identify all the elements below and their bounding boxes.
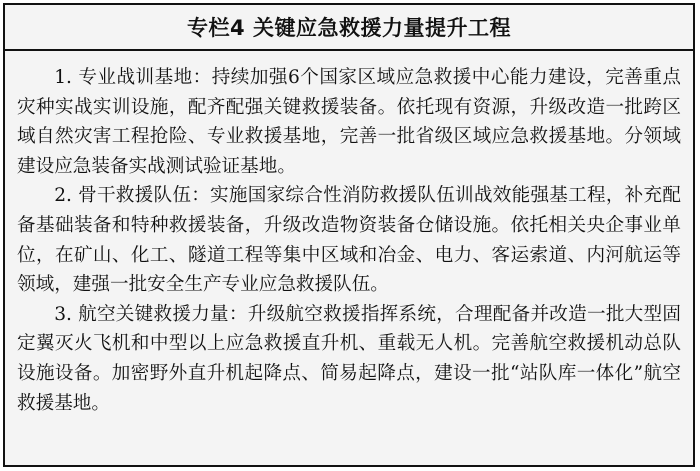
item-heading: 专业战训基地： <box>78 67 212 88</box>
box-title: 专栏4 关键应急救援力量提升工程 <box>5 5 693 51</box>
item-heading: 航空关键救援力量： <box>78 303 248 325</box>
list-item <box>17 63 681 181</box>
list-item <box>17 181 681 299</box>
item-number: 1. <box>54 67 72 88</box>
item-number: 3. <box>54 303 72 325</box>
box-body <box>5 51 693 418</box>
item-number: 2. <box>54 185 72 207</box>
feature-box <box>3 3 695 467</box>
item-text: 持续加强6个国家区域应急救援中心能力建设，完善重点灾种实战实训设施，配齐配强关键救援装备。依托现有资源，升级改造一批跨区域自然灾害工程抢险、专业救援基地，完善一批省级区域应急救援基地。分领域建设应急装备实战测试验证基地。 <box>17 67 681 177</box>
item-heading: 骨干救援队伍： <box>78 185 211 207</box>
item-text: 升级航空救援指挥系统，合理配备并改造一批大型固定翼灭火飞机和中型以上应急救援直升机、重载无人机。完善航空救援机动总队设施设备。加密野外直升机起降点、简易起降点，建设一批“站队库一体化”航空救援基地。 <box>17 303 681 414</box>
list-item <box>17 300 681 418</box>
item-text: 实施国家综合性消防救援队伍训战效能强基工程，补充配备基础装备和特种救援装备，升级改造物资装备仓储设施。依托相关央企事业单位，在矿山、化工、隧道工程等集中区域和冶金、电力、客运索道、内河航运等领域，建强一批安全生产专业应急救援队伍。 <box>17 185 681 296</box>
